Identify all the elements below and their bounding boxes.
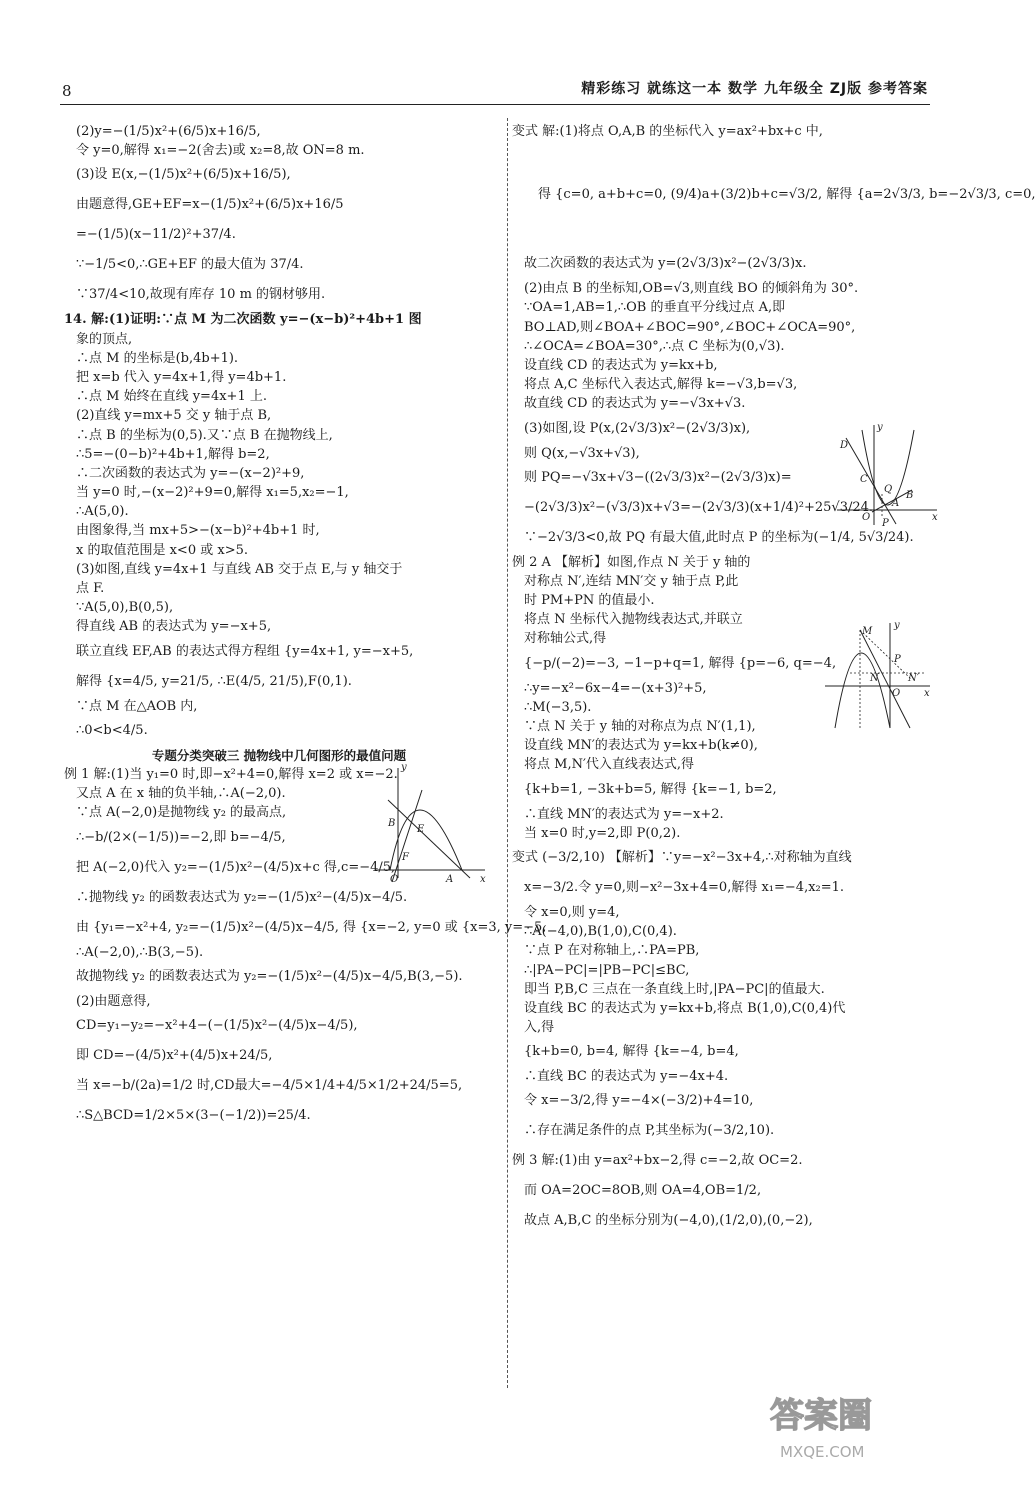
text-line: ∵点 M 在△AOB 内, xyxy=(76,698,198,714)
text-line: (2)y=−(1/5)x²+(6/5)x+16/5, xyxy=(76,124,261,139)
watermark-url: MXQE.COM xyxy=(780,1443,865,1461)
text-line: 将点 N 坐标代入抛物线表达式,并联立 xyxy=(524,612,743,628)
text-line: ∵点 A(−2,0)是抛物线 y₂ 的最高点, xyxy=(76,805,287,821)
example-3-heading: 例 3 解:(1)由 y=ax²+bx−2,得 c=−2,故 OC=2. xyxy=(512,1153,803,1169)
watermark-logo-text: 答案圈 xyxy=(770,1396,872,1436)
text-line: ∵OA=1,AB=1,∴OB 的垂直平分线过点 A,即 xyxy=(524,300,786,316)
text-line: 即当 P,B,C 三点在一条直线上时,|PA−PC|的值最大. xyxy=(524,981,825,997)
fig-label: N′ xyxy=(908,673,920,684)
fig-label: O xyxy=(862,512,871,523)
text-line: 则 PQ=−√3x+√3−((2√3/3)x²−(2√3/3)x)= xyxy=(524,469,792,485)
fig-label: x xyxy=(932,512,938,523)
text-line: ∴抛物线 y₂ 的函数表达式为 y₂=−(1/5)x²−(4/5)x−4/5. xyxy=(76,889,408,905)
text-line: (3)如图,设 P(x,(2√3/3)x²−(2√3/3)x), xyxy=(524,420,751,436)
fig-label: y xyxy=(401,762,407,773)
text-line: 联立直线 EF,AB 的表达式得方程组 {y=4x+1, y=−x+5, xyxy=(76,643,414,659)
section-heading: 专题分类突破三 抛物线中几何图形的最值问题 xyxy=(151,747,407,763)
text-line: 将点 M,N′代入直线表达式,得 xyxy=(524,757,695,773)
text-line: 设直线 MN′的表达式为 y=kx+b(k≠0), xyxy=(524,738,758,754)
variant-heading: 变式 (−3/2,10) 【解析】∵y=−x²−3x+4,∴对称轴为直线 xyxy=(512,849,852,865)
fig-label: A xyxy=(446,874,454,885)
fig-label: M xyxy=(862,626,873,637)
running-header: 精彩练习 就练这一本 数学 九年级全 ZJ版 参考答案 xyxy=(581,81,928,97)
fig-label: D xyxy=(840,440,849,451)
text-line: 入,得 xyxy=(524,1020,555,1036)
text-line: 当 y=0 时,−(x−2)²+9=0,解得 x₁=5,x₂=−1, xyxy=(76,485,349,501)
figure-parabola-triangle xyxy=(370,760,490,885)
text-line: ∵A(5,0),B(0,5), xyxy=(76,600,174,616)
text-line: 得直线 AB 的表达式为 y=−x+5, xyxy=(76,619,272,635)
text-line: 当 x=−b/(2a)=1/2 时,CD最大=−4/5×1/4+4/5×1/2+24/5=5, xyxy=(76,1077,463,1093)
text-line: =−(1/5)(x−11/2)²+37/4. xyxy=(76,227,236,243)
fig-label: Q xyxy=(884,484,893,495)
fig-label: x xyxy=(480,874,486,885)
text-line: ∴5=−(0−b)²+4b+1,解得 b=2, xyxy=(76,446,270,462)
text-line: x=−3/2.令 y=0,则−x²−3x+4=0,解得 x₁=−4,x₂=1. xyxy=(524,879,845,895)
page-number: 8 xyxy=(62,82,72,100)
fig-label: N xyxy=(870,673,879,684)
fig-label: A xyxy=(892,498,900,509)
text-line: 由 {y₁=−x²+4, y₂=−(1/5)x²−(4/5)x−4/5, 得 {x=−2, y=0 或 {x=3, y=−5, xyxy=(76,919,547,935)
text-line: ∴A(5,0). xyxy=(76,504,129,520)
text-line: ∴A(−4,0),B(1,0),C(0,4). xyxy=(524,924,677,940)
text-line: 故点 A,B,C 的坐标分别为(−4,0),(1/2,0),(0,−2), xyxy=(524,1213,813,1229)
fig-label: B xyxy=(388,818,396,829)
text-line: 令 y=0,解得 x₁=−2(舍去)或 x₂=8,故 ON=8 m. xyxy=(76,143,365,159)
text-line: 即 CD=−(4/5)x²+(4/5)x+24/5, xyxy=(76,1047,273,1063)
fig-label: y xyxy=(894,620,900,631)
text-line: (2)由点 B 的坐标知,OB=√3,则直线 BO 的倾斜角为 30°. xyxy=(524,281,859,297)
text-line: ∴二次函数的表达式为 y=−(x−2)²+9, xyxy=(76,465,305,481)
text-line: 当 x=0 时,y=2,即 P(0,2). xyxy=(524,825,681,841)
text-line: 对称轴公式,得 xyxy=(524,631,607,647)
text-line: 把 A(−2,0)代入 y₂=−(1/5)x²−(4/5)x+c 得,c=−4/5, xyxy=(76,859,396,875)
text-line: ∴存在满足条件的点 P,其坐标为(−3/2,10). xyxy=(524,1123,775,1139)
text-line: 故二次函数的表达式为 y=(2√3/3)x²−(2√3/3)x. xyxy=(524,256,807,272)
text-line: ∴点 M 始终在直线 y=4x+1 上. xyxy=(76,389,267,405)
text-line: ∴点 B 的坐标为(0,5).又∵点 B 在抛物线上, xyxy=(76,427,333,443)
example-2-heading: 例 2 A 【解析】如图,作点 N 关于 y 轴的 xyxy=(512,554,751,570)
fig-label: x xyxy=(924,688,930,699)
column-divider xyxy=(507,118,508,1388)
text-line: 故直线 CD 的表达式为 y=−√3x+√3. xyxy=(524,396,746,412)
text-line: ∵点 N 关于 y 轴的对称点为点 N′(1,1), xyxy=(524,719,756,734)
text-line: ∴直线 BC 的表达式为 y=−4x+4. xyxy=(524,1069,729,1085)
text-line: {k+b=0, b=4, 解得 {k=−4, b=4, xyxy=(524,1044,739,1060)
text-line: 而 OA=2OC=8OB,则 OA=4,OB=1/2, xyxy=(524,1183,762,1199)
text-line: 故抛物线 y₂ 的函数表达式为 y₂=−(1/5)x²−(4/5)x−4/5,B(3,−5). xyxy=(76,968,463,984)
text-line: 又点 A 在 x 轴的负半轴,∴A(−2,0). xyxy=(76,786,286,802)
text-line: (2)由题意得, xyxy=(76,993,151,1009)
fig-label: O xyxy=(390,874,399,885)
example-1-heading: 例 1 解:(1)当 y₁=0 时,即−x²+4=0,解得 x=2 或 x=−2. xyxy=(64,766,398,782)
fig-label: P xyxy=(882,518,889,529)
text-line: 对称点 N′,连结 MN′交 y 轴于点 P,此 xyxy=(524,573,739,589)
text-line: ∵点 P 在对称轴上,∴PA=PB, xyxy=(524,943,700,959)
text-line: CD=y₁−y₂=−x²+4−(−(1/5)x²−(4/5)x−4/5), xyxy=(76,1017,358,1033)
text-line: ∴0<b<4/5. xyxy=(76,722,148,738)
figure-parabola-pq xyxy=(832,420,942,530)
watermark xyxy=(750,1387,960,1467)
text-line: 由图象得,当 mx+5>−(x−b)²+4b+1 时, xyxy=(76,523,320,539)
text-line: ∴−b/(2×(−1/5))=−2,即 b=−4/5, xyxy=(76,829,286,845)
text-line: 点 F. xyxy=(76,581,105,596)
text-line: 令 x=0,则 y=4, xyxy=(524,904,620,920)
problem-14-heading: 14. 解:(1)证明:∵点 M 为二次函数 y=−(x−b)²+4b+1 图 xyxy=(64,312,422,328)
text-line: ∴S△BCD=1/2×5×(3−(−1/2))=25/4. xyxy=(76,1107,311,1123)
fig-label: P xyxy=(894,654,901,665)
text-line: 由题意得,GE+EF=x−(1/5)x²+(6/5)x+16/5 xyxy=(76,197,344,213)
text-line: 令 x=−3/2,得 y=−4×(−3/2)+4=10, xyxy=(524,1093,754,1109)
text-line: ∵−1/5<0,∴GE+EF 的最大值为 37/4. xyxy=(76,257,304,273)
fig-label: E xyxy=(417,824,425,835)
text-line: 设直线 BC 的表达式为 y=kx+b,将点 B(1,0),C(0,4)代 xyxy=(524,1000,846,1016)
text-line: −(2√3/3)x²−(√3/3)x+√3=−(2√3/3)(x+1/4)²+25√3/24. xyxy=(524,499,874,515)
text-line: 解得 {x=4/5, y=21/5, ∴E(4/5, 21/5),F(0,1). xyxy=(76,673,352,689)
text-line: ∵−2√3/3<0,故 PQ 有最大值,此时点 P 的坐标为(−1/4, 5√3/24). xyxy=(524,529,914,545)
text-line: ∴|PA−PC|=|PB−PC|≤BC, xyxy=(524,962,690,978)
text-line: 将点 A,C 坐标代入表达式,解得 k=−√3,b=√3, xyxy=(524,377,798,393)
header-rule xyxy=(60,104,930,105)
text-line: (3)设 E(x,−(1/5)x²+(6/5)x+16/5), xyxy=(76,167,291,183)
text-line: (3)如图,直线 y=4x+1 与直线 AB 交于点 E,与 y 轴交于 xyxy=(76,561,403,577)
text-line: 则 Q(x,−√3x+√3), xyxy=(524,445,640,461)
figure-parabola-symmetry xyxy=(820,618,935,733)
text-line: 设直线 CD 的表达式为 y=kx+b, xyxy=(524,357,718,373)
fig-label: F xyxy=(402,852,409,863)
text-line: 把 x=b 代入 y=4x+1,得 y=4b+1. xyxy=(76,369,287,385)
fig-label: B xyxy=(906,490,914,501)
text-line: (2)直线 y=mx+5 交 y 轴于点 B, xyxy=(76,408,272,424)
text-line: 象的顶点, xyxy=(76,331,133,347)
text-line: 时 PM+PN 的值最小. xyxy=(524,593,655,609)
text-line: ∴∠OCA=∠BOA=30°,∴点 C 坐标为(0,√3). xyxy=(524,338,785,354)
fig-label: C xyxy=(860,474,868,485)
text-line: ∴M(−3,5). xyxy=(524,699,592,715)
text-line: x 的取值范围是 x<0 或 x>5. xyxy=(76,542,248,558)
text-line: ∴A(−2,0),∴B(3,−5). xyxy=(76,944,204,960)
text-line: 得 {c=0, a+b+c=0, (9/4)a+(3/2)b+c=√3/2, 解得 {a=2√3/3, b=−2√3/3, c=0, xyxy=(538,187,1036,203)
text-line: {k+b=1, −3k+b=5, 解得 {k=−1, b=2, xyxy=(524,781,777,797)
text-line: ∴直线 MN′的表达式为 y=−x+2. xyxy=(524,806,724,822)
text-line: BO⊥AD,则∠BOA+∠BOC=90°,∠BOC+∠OCA=90°, xyxy=(524,319,856,335)
fig-label: O xyxy=(892,688,901,699)
text-line: ∵37/4<10,故现有库存 10 m 的钢材够用. xyxy=(76,287,326,303)
text-line: ∴点 M 的坐标是(b,4b+1). xyxy=(76,350,239,366)
fig-label: y xyxy=(877,422,883,433)
text-line: ∴y=−x²−6x−4=−(x+3)²+5, xyxy=(524,680,707,696)
text-line: {−p/(−2)=−3, −1−p+q=1, 解得 {p=−6, q=−4, xyxy=(524,655,837,671)
variant-heading: 变式 解:(1)将点 O,A,B 的坐标代入 y=ax²+bx+c 中, xyxy=(512,124,823,139)
